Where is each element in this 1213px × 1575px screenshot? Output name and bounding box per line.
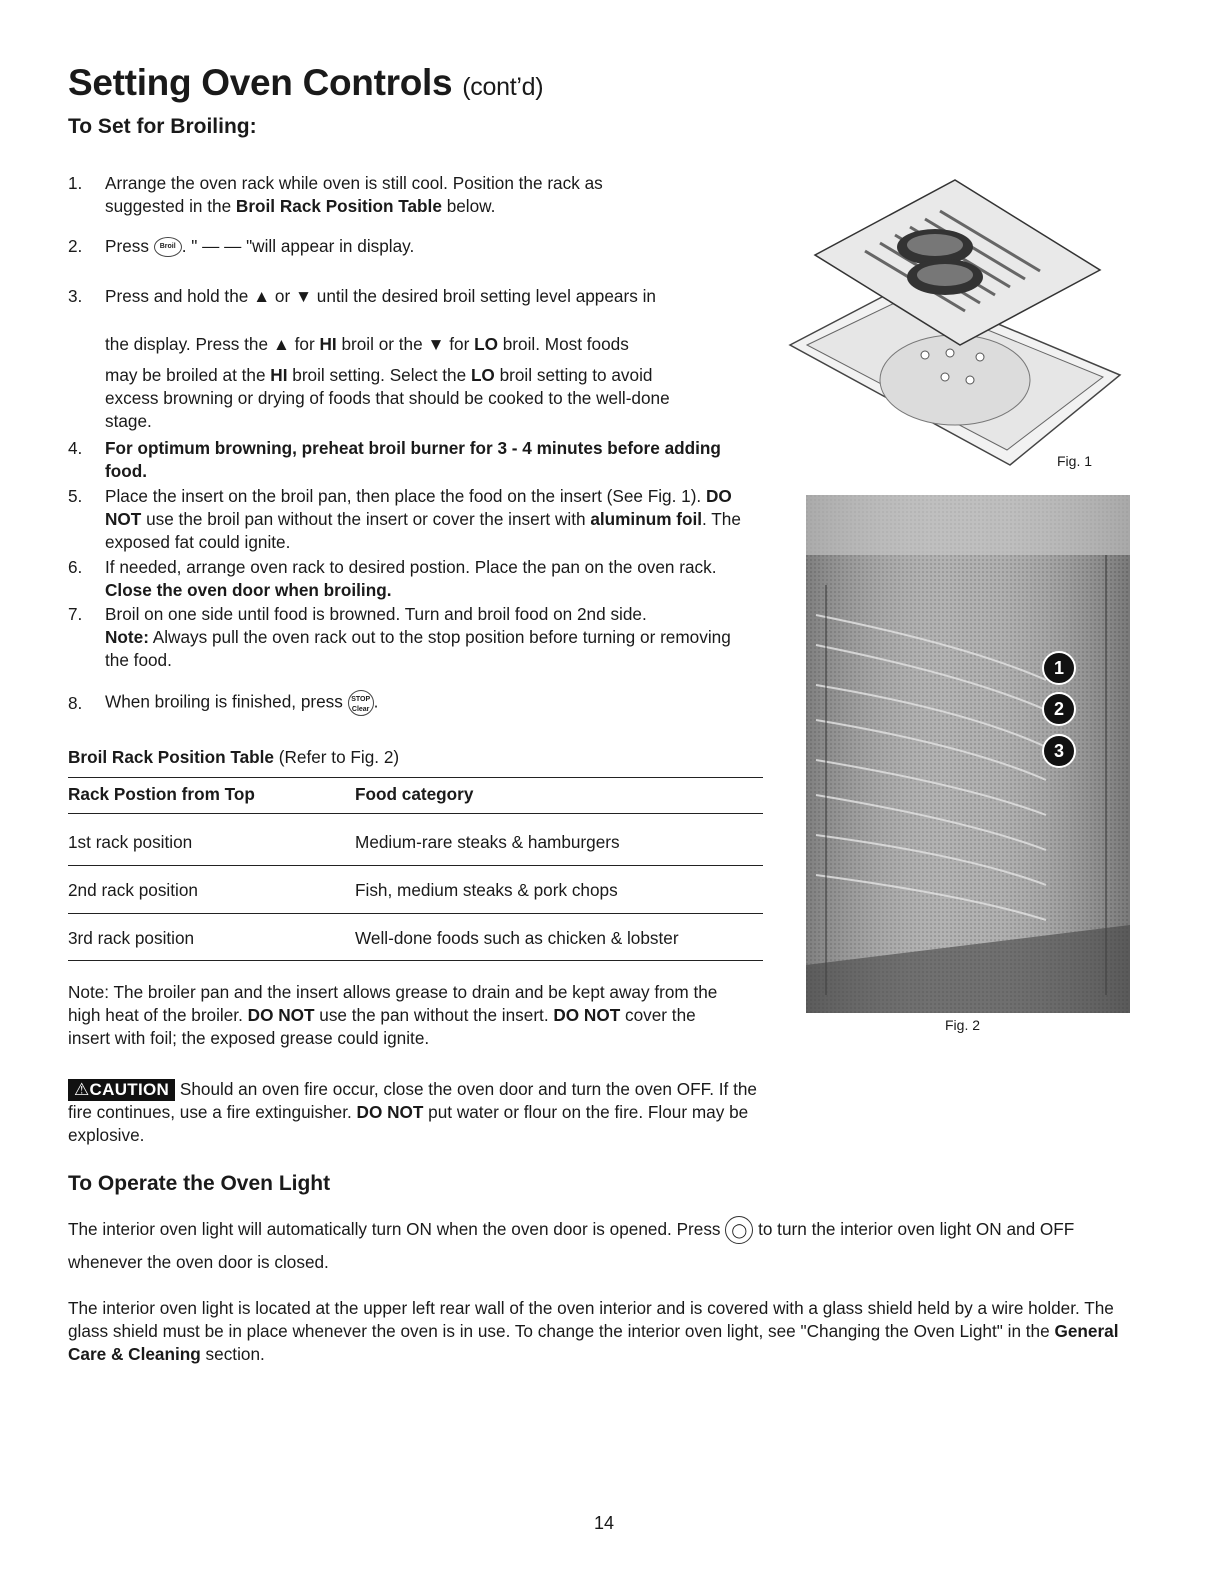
- step-3: Press and hold the ▲ or ▼ until the desired broil setting level appears in: [105, 286, 656, 306]
- light-bulb-icon: ◯: [725, 1216, 753, 1244]
- table-cell: 2nd rack position: [68, 880, 198, 900]
- table-rule: [68, 865, 763, 866]
- up-arrow-icon: ▲: [272, 334, 290, 354]
- page-number: 14: [594, 1513, 615, 1533]
- step-number: 5.: [68, 486, 83, 506]
- table-caption: Broil Rack Position Table (Refer to Fig. 2): [68, 747, 400, 767]
- table-cell: 1st rack position: [68, 832, 193, 852]
- table-cell: Well-done foods such as chicken & lobster: [355, 928, 679, 948]
- rack-marker-3: 3: [1042, 734, 1076, 768]
- warning-icon: ⚠: [74, 1080, 90, 1099]
- step-number: 8.: [68, 693, 83, 713]
- figure-2-label: Fig. 2: [945, 1017, 981, 1033]
- table-header-rack: Rack Postion from Top: [68, 784, 255, 804]
- table-cell: Fish, medium steaks & pork chops: [355, 880, 618, 900]
- down-arrow-icon: ▼: [294, 286, 312, 306]
- table-cell: 3rd rack position: [68, 928, 195, 948]
- step-number: 1.: [68, 173, 83, 193]
- step-3-cont: the display. Press the ▲ for HI broil or the ▼ for LO broil. Most foods may be broiled at the HI broil setting. Select the LO broil setting to avoid excess browning or drying of foods that should be cooked to the well-done stage.: [105, 334, 670, 431]
- step-6: If needed, arrange oven rack to desired postion. Place the pan on the oven rack. Close the oven door when broiling.: [105, 557, 717, 600]
- figure-broil-pan: [785, 165, 1130, 480]
- stop-clear-key-icon: STOP Clear: [348, 690, 374, 716]
- broil-pan-illustration: [785, 165, 1130, 480]
- caution-paragraph: ⚠CAUTION Should an oven fire occur, close the oven door and turn the oven OFF. If the fire continues, use a fire extinguisher. DO NOT put water or flour on the fire. Flour may be explosive.: [68, 1079, 757, 1145]
- step-number: 6.: [68, 557, 83, 577]
- step-4: For optimum browning, preheat broil burner for 3 - 4 minutes before adding food.: [105, 438, 721, 481]
- table-rule: [68, 960, 763, 961]
- step-1: Arrange the oven rack while oven is still cool. Position the rack as suggested in the Broil Rack Position Table below.: [105, 173, 603, 216]
- caution-badge: ⚠CAUTION: [68, 1079, 175, 1101]
- title-suffix: (cont’d): [462, 73, 544, 101]
- table-header-food: Food category: [355, 784, 474, 804]
- note-paragraph: Note: The broiler pan and the insert allows grease to drain and be kept away from the high heat of the broiler. DO NOT use the pan without the insert. DO NOT cover the insert with foil; the exposed grease could ignite.: [68, 982, 718, 1048]
- table-rule: [68, 913, 763, 914]
- step-number: 7.: [68, 604, 83, 624]
- up-arrow-icon: ▲: [253, 286, 271, 306]
- step-7: Broil on one side until food is browned. Turn and broil food on 2nd side. Note: Always pull the oven rack out to the stop position before turning or removing the food.: [105, 604, 731, 670]
- title-main: Setting Oven Controls: [68, 62, 453, 103]
- broil-key-icon: Broil: [154, 237, 182, 257]
- rack-marker-1: 1: [1042, 651, 1076, 685]
- step-2: Press Broil . " — — "will appear in display.: [105, 236, 415, 256]
- rack-marker-2: 2: [1042, 692, 1076, 726]
- step-5: Place the insert on the broil pan, then place the food on the insert (See Fig. 1). DO NOT use the broil pan without the insert or cover the insert with aluminum foil. The exposed fat could ignite.: [105, 486, 741, 552]
- step-8: When broiling is finished, press STOP Clear .: [105, 690, 765, 716]
- figure-1-label: Fig. 1: [1057, 453, 1093, 469]
- step-number: 3.: [68, 286, 83, 306]
- step-number: 4.: [68, 438, 83, 458]
- down-arrow-icon: ▼: [427, 334, 445, 354]
- figure-oven-interior: [806, 495, 1130, 1013]
- section-heading-oven-light: To Operate the Oven Light: [68, 1172, 331, 1195]
- step-number: 2.: [68, 236, 83, 256]
- table-cell: Medium-rare steaks & hamburgers: [355, 832, 620, 852]
- oven-light-paragraph-1: The interior oven light will automatically turn ON when the oven door is opened. Press ◯ to turn the interior oven light ON and OFF whenever the oven door is closed.: [68, 1213, 1150, 1279]
- table-rule: [68, 813, 763, 814]
- page-title: [68, 62, 543, 104]
- oven-interior-photo: [806, 495, 1130, 1013]
- oven-light-paragraph-2: The interior oven light is located at the upper left rear wall of the oven interior and is covered with a glass shield held by a wire holder. The glass shield must be in place whenever the oven is in use. To change the interior oven light, see "Changing the Oven Light" in the General Care & Cleaning section.: [68, 1298, 1119, 1364]
- table-rule: [68, 777, 763, 778]
- section-heading-broiling: To Set for Broiling:: [68, 115, 257, 138]
